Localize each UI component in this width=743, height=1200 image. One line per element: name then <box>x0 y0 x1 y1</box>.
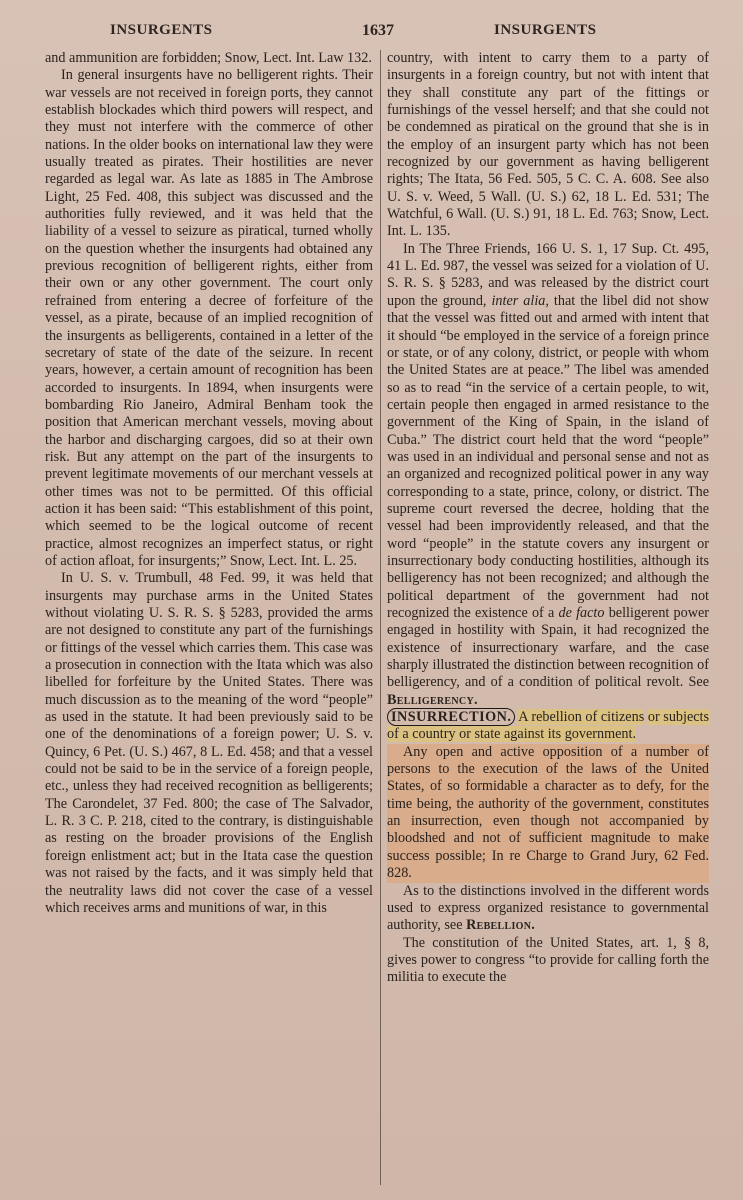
three-friends-text-c: belligerent power engaged in hostility with Spain, it had recognized the existence of insurrectionary warfare, and the case sharply illustrated the distinction between recognition of belligerency, and of a condition of political revolt. See <box>387 605 710 691</box>
left-column <box>45 50 373 917</box>
three-friends-text-a: In The Three Friends, 166 U. S. 1, 17 Sup. Ct. 495, 41 L. Ed. 987, the vessel was seized for a violation of U. S. R. S. § 5283, and was released by the district court upon the ground, <box>387 240 709 309</box>
page-number: 1637 <box>362 22 394 39</box>
italic-inter-alia: inter alia, <box>491 292 549 309</box>
paragraph-belligerent-rights: In general insurgents have no belligerent rights. Their war vessels are not received in foreign ports, they cannot establish blockades which third powers will respect, and they must not interfere with the commerce of other nations. In the older books on international law they were usually treated as pirates. Their hostilities are never regarded as legal war. As late as 1885 in The Ambrose Light, 25 Fed. 408, this subject was discussed and the authorities fully reviewed, and it was held that the liability of a vessel to seizure as piratical, turned wholly on the question whether the insurgents had obtained any previous recognition of belligerent rights, either from their own or any other government. The court only refrained from entering a decree of forfeiture of the vessel, as a pirate, because of an implied recognition of the insurgents as belligerents, contained in a letter of the secretary of state of the date of the seizure. In recent years, however, a certain amount of recognition has been accorded to insurgents. In 1894, when insurgents were bombarding Rio Janeiro, Admiral Benham took the position that American merchant vessels, moving about the harbor and discharging cargoes, did so at their own risk. But any attempt on the part of the insurgents to prevent legitimate movements of our merchant vessels at other times was not to be permitted. Of this official action it has been said: “This establishment of this point, which seemed to be the logical outcome of recent practice, almost recognizes an imperfect status, or right of action afloat, for insurgents;” Snow, Lect. Int. L. 25. <box>45 67 373 569</box>
entry-definition-a: A rebellion of citizens <box>518 709 645 726</box>
paragraph-continuation: and ammunition are forbidden; Snow, Lect. Int. Law 132. <box>45 50 372 66</box>
cross-reference-rebellion: Rebellion. <box>466 917 536 934</box>
paragraph-distinctions <box>387 883 709 935</box>
running-header-left: INSURGENTS <box>110 22 213 38</box>
entry-term-circled: INSURRECTION. <box>387 708 515 726</box>
column-divider <box>380 50 381 1185</box>
paragraph-constitution: The constitution of the United States, art. 1, § 8, gives power to congress “to provide for calling forth the militia to execute the <box>387 934 709 986</box>
italic-de-facto: de facto <box>558 605 605 621</box>
paragraph-trumbull: In U. S. v. Trumbull, 48 Fed. 99, it was held that insurgents may purchase arms in the United States without violating U. S. R. S. § 5283, provided the arms are not designed to constitute any part of the furnishings or fittings of the vessel which carries them. This case was a prosecution in connection with the Itata which was also libelled for forfeiture by the United States. There was much discussion as to the meaning of the word “people” as used in the statute. It had been previously said to be one of the denominations of a foreign power; U. S. v. Quincy, 6 Pet. (U. S.) 467, 8 L. Ed. 458; and that a vessel could not be said to be in the service of a foreign people, etc., unless they had received recognition as belligerents; The Carondelet, 37 Fed. 800; the case of The Salvador, L. R. 3 C. P. 218, cited to the contrary, is distinguishable as resting on the broader provisions of the English foreign enlistment act; but in the Itata case the question was not raised by the facts, and it was simply held that the neutrality laws did not cover the case of a vessel which receives arms and munitions of war, in this <box>45 570 373 916</box>
paragraph-itata: country, with intent to carry them to a party of insurgents in a foreign country, but not with intent that they shall constitute any part of the fittings or furnishings of the vessel herself; and that she could not be condemned as piratical on the ground that she is in the employ of an insurgent party which has not been recognized by our government as having belligerent rights; The Itata, 56 Fed. 505, 5 C. C. A. 608. See also U. S. v. Weed, 5 Wall. (U. S.) 62, 18 L. Ed. 531; The Watchful, 6 Wall. (U. S.) 91, 18 L. Ed. 763; Snow, Lect. Int. L. 135. <box>387 50 709 240</box>
dictionary-entry-insurrection <box>387 709 709 744</box>
distinctions-text: As to the distinctions involved in the different words used to express organized resistance to governmental authority, see <box>387 882 709 934</box>
cross-reference-belligerency: Belligerency. <box>387 691 478 708</box>
three-friends-text-b: that the libel did not show that the vessel was fitted out and armed with intent that it should “be employed in the service of a foreign prince or state, or of any colony, district, or people with whom the United States are at peace.” The libel was amended so as to read “in the service of a certain people, to wit, certain people then engaged in armed resistance to the government of the King of Spain, in the island of Cuba.” The district court held that the word “people” was used in an individual and personal sense and not as an organized and recognized political power in any way corresponding to a state, prince, colony, or district. The supreme court reversed the decree, holding that the vessel had been improvidently released, and that the word “people” in the statute covers any insurgent or insurrectionary body conducting hostilities, although its belligerency has not been recognized; and although the political department of the government had not recognized the existence of a <box>387 292 709 621</box>
right-column <box>387 50 709 987</box>
entry-definition-b: or subjects of a country or state against its government. <box>387 709 710 743</box>
running-header-right: INSURGENTS <box>494 22 597 38</box>
paragraph-three-friends <box>387 241 709 709</box>
paragraph-open-opposition: Any open and active opposition of a number of persons to the execution of the laws of the United States, of so formidable a character as to defy, for the time being, the authority of the government, constitutes an insurrection, even though not accompanied by bloodshed and not of sufficient magnitude to make success possible; In re Charge to Grand Jury, 62 Fed. 828. <box>387 743 709 882</box>
